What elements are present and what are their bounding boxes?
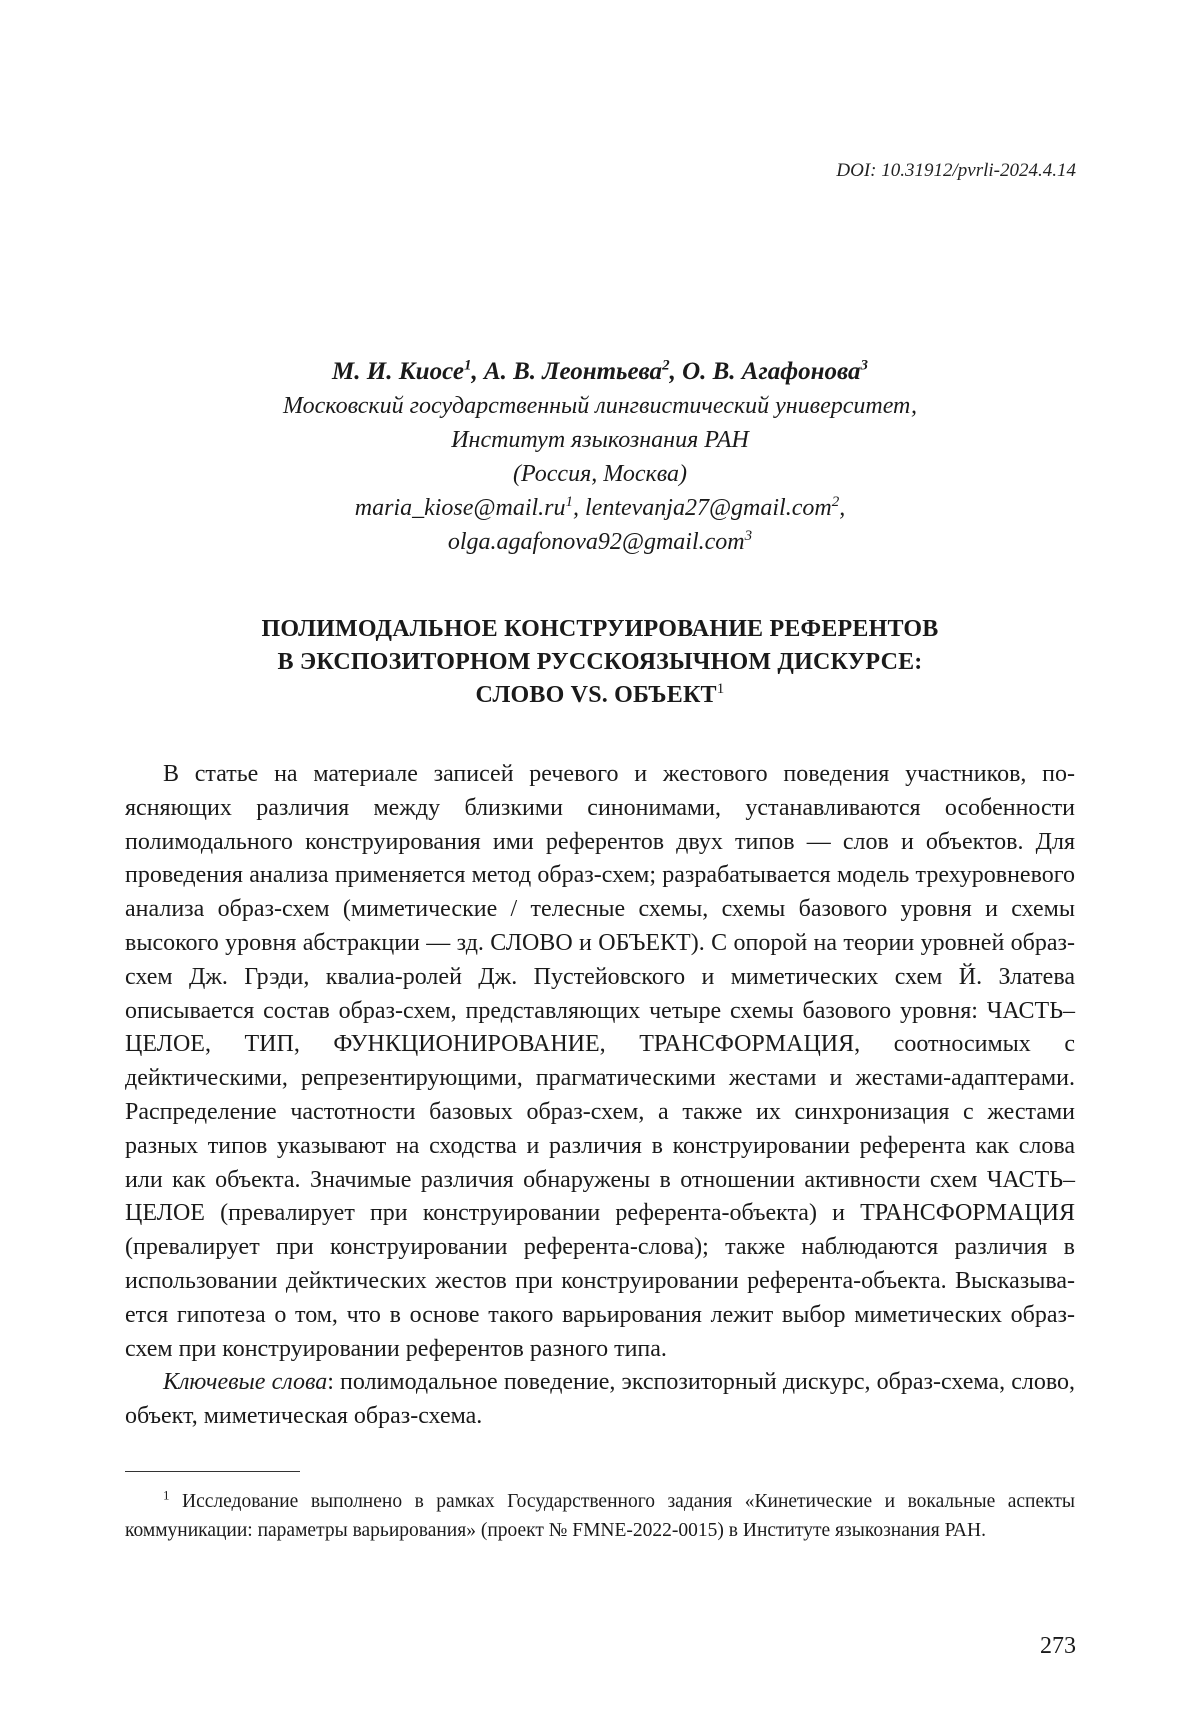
keywords-paragraph [125,1366,1075,1434]
abstract [125,758,1075,1434]
emails-line-2 [0,525,1200,559]
emails-line [0,491,1200,525]
keywords-text: : полимодальное поведение, экспозиторный дискурс, образ-схема, слово, объект, миметическая образ-схема. [125,1369,1075,1430]
footnote [125,1487,1075,1545]
page-number: 273 [1040,1633,1076,1659]
email-mark: 2 [831,494,840,510]
footnote-text: Исследование выполнено в рамках Государственного задания «Кинетические и вокальные аспекты коммуникации: параметры варьирования» (проект № FMNE-2022-0015) в Институте языкознания РАН. [125,1491,1075,1541]
authors-line [0,355,1200,389]
email-link[interactable]: maria_kiose@mail.ru [354,495,566,521]
title-line-1: ПОЛИМОДАЛЬНОЕ КОНСТРУИРОВАНИЕ РЕФЕРЕНТОВ [261,616,939,642]
affiliation-university: Московский государственный лингвистический университет, [283,393,917,419]
author-separator: , [669,358,683,385]
keywords-label: Ключевые слова [163,1369,328,1396]
abstract-paragraph: В статье на материале записей речевого и жестового поведения участников, поясняющих различия между близкими синонимами, устанавливаются особенности полимодального конструирования ими референтов двух типов — слов и объектов. Для проведения анализа применяется метод образ-схем; разрабатывается модель трехуровневого анализа образ-схем (миметические / телесные схемы, схемы базового уровня и схемы высокого уровня абстракции — зд. СЛОВО и ОБЪЕКТ). С опорой на теории уровней образ-схем Дж. Грэди, квалиа-ролей Дж. Пустейовского и миметических схем Й. Златева описывается состав образ-схем, представляющих четыре схемы базового уровня: ЧАСТЬ–ЦЕЛОЕ, ТИП, ФУНКЦИОНИРОВАНИЕ, ТРАНСФОРМАЦИЯ, соотносимых с дейктическими, репрезентирующими, прагматическими жестами и жестами-адаптерами. Распределение частотности базовых образ-схем, а также их синхронизация с жестами разных типов указывают на сходства и различия в конструировании референта как слова или как объекта. Значимые различия обнаружены в отношении активности схем ЧАСТЬ–ЦЕЛОЕ (превалирует при конструировании референта-объекта) и ТРАНСФОРМАЦИЯ (превалирует при конструировании референта-слова); также наблюдаются различия в использовании дейктических жестов при конструировании референта-объекта. Высказывается гипотеза о том, что в основе такого варьирования лежит выбор миметических образ-схем при конструировании референтов разного типа. [125,761,1075,1362]
author-block [0,355,1200,559]
footnote-divider [125,1471,300,1472]
author-name: М. И. Киосе [332,358,464,385]
email-separator: , [573,495,586,521]
email-link[interactable]: lentevanja27@gmail.com [585,495,832,521]
author-affiliation-mark: 3 [860,357,868,374]
affiliation-institute: Институт языкознания РАН [451,427,749,453]
email-mark: 3 [744,528,753,544]
title-line-2: В ЭКСПОЗИТОРНОМ РУССКОЯЗЫЧНОМ ДИСКУРСЕ: [277,649,923,675]
author-separator: , [471,358,484,385]
author-name: О. В. Агафонова [682,358,861,385]
title-line-3 [0,679,1200,712]
email-link[interactable]: olga.agafonova92@gmail.com [447,529,745,555]
affiliation-location: (Россия, Москва) [512,461,688,487]
email-mark: 1 [565,494,574,510]
article-title [0,613,1200,712]
footnote-mark: 1 [163,1487,170,1503]
author-affiliation-mark: 1 [463,357,472,374]
author-name: А. В. Леонтьева [483,358,663,385]
doi: DOI: 10.31912/pvrli-2024.4.14 [836,160,1076,181]
email-separator: , [839,495,846,521]
title-text: СЛОВО VS. ОБЪЕКТ [475,682,717,708]
title-footnote-mark[interactable]: 1 [716,681,725,697]
author-affiliation-mark: 2 [662,357,670,374]
